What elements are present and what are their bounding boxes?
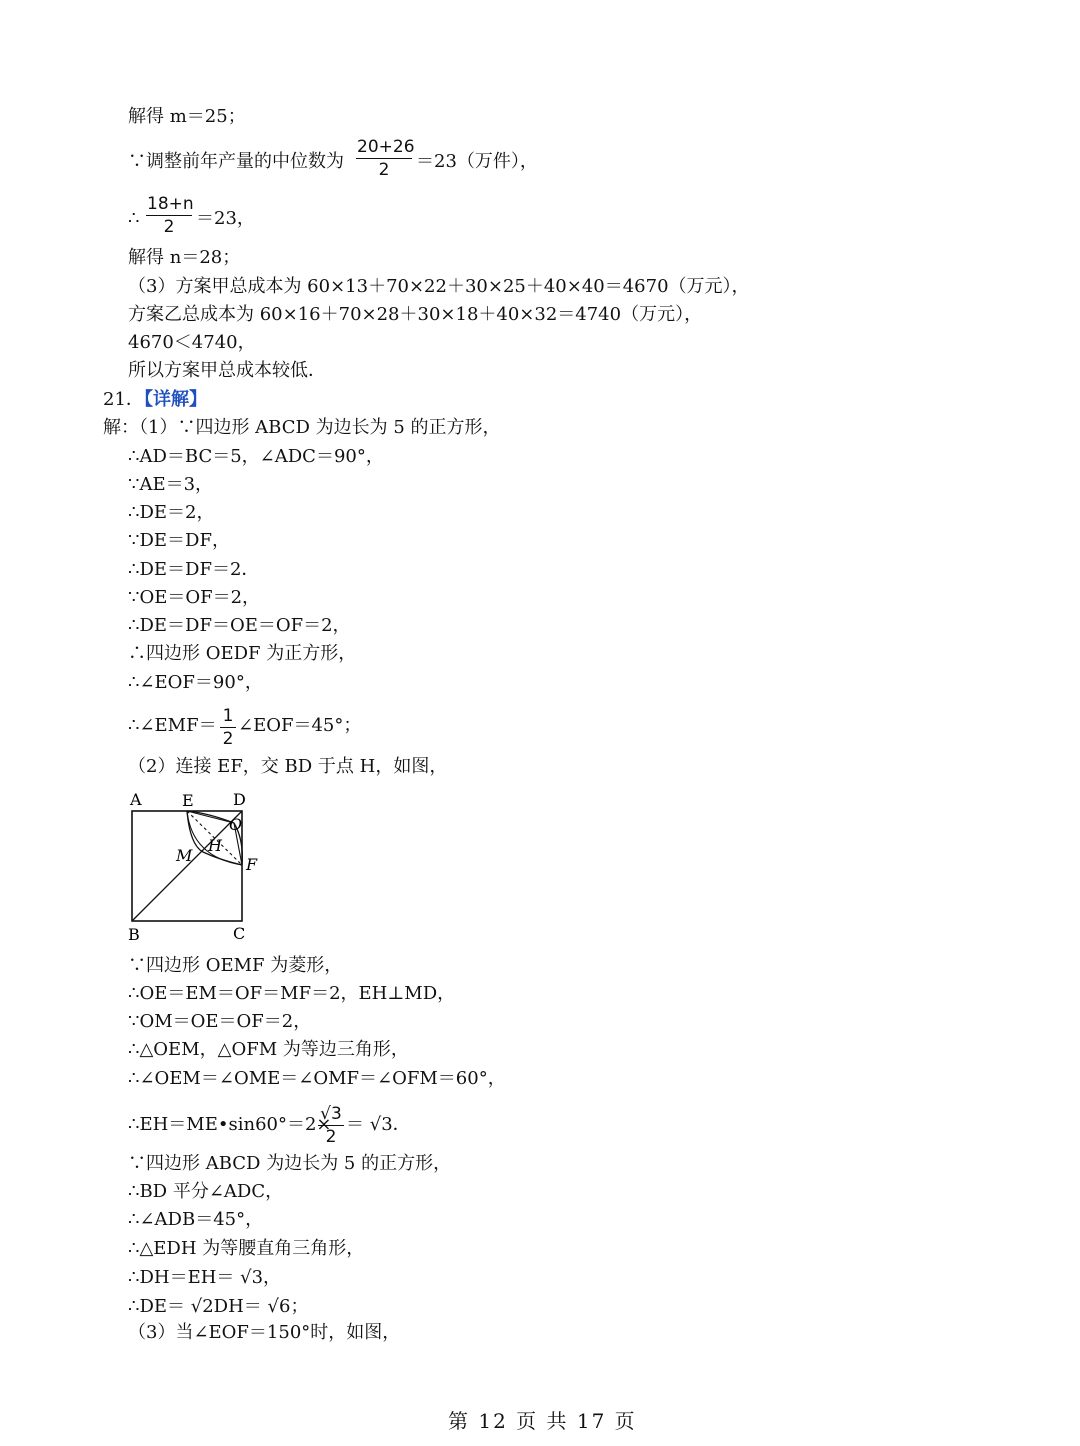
text-line: ∵DE＝DF， [128,530,230,551]
text-line: ＝ √3． [346,1114,411,1135]
text-line: （3）当∠EOF＝150°时，如图， [128,1322,401,1343]
fraction-numerator: 18+n [147,194,194,214]
label-c: C [233,924,246,943]
text-line: ∴DE＝2， [128,502,215,523]
text-line: ∴OE＝EM＝OF＝MF＝2，EH⊥MD， [128,983,456,1004]
text-line: 4670＜4740， [128,332,256,353]
diagonal-bd [132,811,242,921]
text-line: ＝23， [196,208,255,229]
fraction-numerator: 20+26 [357,137,415,157]
text-line: ∴∠OEM＝∠OME＝∠OMF＝∠OFM＝60°， [128,1068,506,1089]
fraction-numerator: 1 [220,706,236,728]
label-m: M [176,846,193,865]
text-line: ∴BD 平分∠ADC， [128,1181,284,1202]
text-line: ∴△OEM，△OFM 为等边三角形， [128,1039,409,1060]
question-number: 21． [103,389,144,410]
text-line: ∴DE＝DF＝2． [128,559,260,580]
text-line: 所以方案甲总成本较低． [128,360,326,381]
text-line: ∵OE＝OF＝2， [128,587,261,608]
geometry-figure [120,785,270,945]
label-h: H [208,836,222,855]
text-line: ∴△EDH 为等腰直角三角形， [128,1238,365,1259]
text-line: ∴DE＝ √2DH＝ √6； [128,1296,309,1317]
section-heading: 【详解】 [135,389,207,410]
text-line: （2）连接 EF，交 BD 于点 H，如图， [128,756,448,777]
fraction-denominator: 2 [222,729,234,749]
label-d: D [233,790,246,809]
text-line: ∵四边形 ABCD 为边长为 5 的正方形， [128,1153,452,1174]
label-a: A [130,790,142,809]
fraction-numerator: √3 [318,1104,344,1126]
text-line: ＝23（万件）， [416,151,538,172]
label-e: E [182,791,194,810]
text-line: ∵四边形 OEMF 为菱形， [128,955,343,976]
text-line: 方案乙总成本为 60×16＋70×28＋30×18＋40×32＝4740（万元）， [128,304,703,325]
text-line: ∴∠EOF＝90°， [128,672,263,693]
text-line: ∵调整前年产量的中位数为 [128,151,344,172]
text-line: 解得 n＝28； [128,247,241,268]
text-line: ∠EOF＝45°； [238,715,362,736]
label-f: F [246,855,258,874]
fraction [318,1104,344,1147]
text-line: ∴DE＝DF＝OE＝OF＝2， [128,615,351,636]
text-line: （3）方案甲总成本为 60×13＋70×22＋30×25＋40×40＝4670（万元）， [128,276,750,297]
label-b: B [128,925,140,944]
text-line: ∴∠ADB＝45°， [128,1209,264,1230]
fraction [146,194,192,237]
segment-eo [187,811,234,823]
fraction [356,137,415,180]
fraction [220,706,236,749]
text-line: ∴∠EMF＝ [128,715,217,736]
text-line: ∵OM＝OE＝OF＝2， [128,1011,312,1032]
text-line: ∴EH＝ME•sin60°＝2× [128,1114,332,1135]
text-line: ∴四边形 OEDF 为正方形， [128,643,357,664]
text-line: ∵AE＝3， [128,474,214,495]
fraction-denominator: 2 [325,1127,337,1147]
fraction-denominator: 2 [378,160,390,180]
fraction-denominator: 2 [163,217,175,237]
text-line: 解得 m＝25； [128,106,246,127]
text-line: ∴AD＝BC＝5，∠ADC＝90°， [128,446,384,467]
page-footer: 第 12 页 共 17 页 [448,1409,637,1433]
text-line: ∴DH＝EH＝ √3， [128,1267,282,1288]
text-line: 解：（1）∵四边形 ABCD 为边长为 5 的正方形， [103,417,501,438]
label-o: O [229,815,243,834]
text-line: ∴ [128,208,140,229]
